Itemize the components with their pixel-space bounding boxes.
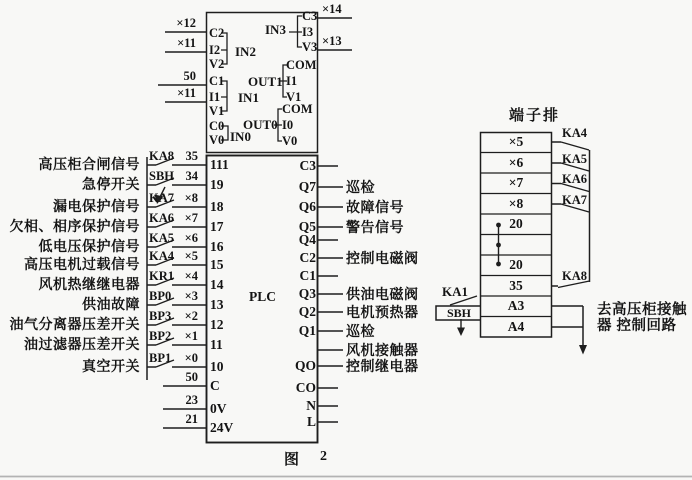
module-wire-tag: ×11 xyxy=(177,86,196,100)
power-wire-number: 21 xyxy=(185,412,198,426)
figure-caption-number: 2 xyxy=(320,449,327,464)
input-wire-number: ×1 xyxy=(184,329,198,343)
input-signal-label: 真空开关 xyxy=(82,358,140,374)
output-load-label: 供油电磁阀 xyxy=(346,286,419,302)
module-wire-tag: ×12 xyxy=(176,16,196,30)
input-wire-number: 35 xyxy=(185,149,198,163)
plc-output-pin: Q2 xyxy=(298,304,316,319)
input-signal-label: 欠相、相序保护信号 xyxy=(9,218,140,234)
group-label-out0: OUT0 xyxy=(243,117,278,132)
plc-input-pin: 19 xyxy=(210,177,224,192)
input-device-label: KA6 xyxy=(149,211,174,225)
terminal-block-title: 端子排 xyxy=(509,107,561,124)
input-wire-number: 34 xyxy=(185,169,198,183)
input-wire-number: ×7 xyxy=(184,211,198,225)
input-signal-label: 油过滤器压差开关 xyxy=(24,336,140,352)
input-device-label: KA5 xyxy=(149,231,174,245)
input-signal-label: 风机热继继电器 xyxy=(38,276,140,292)
input-signal-label: 漏电保护信号 xyxy=(53,198,140,214)
plc-label: PLC xyxy=(249,289,276,304)
plc-input-pin: 13 xyxy=(210,297,224,312)
input-wire-number: ×8 xyxy=(184,191,198,205)
module-pin-label: C0 xyxy=(209,119,225,133)
plc-power-pin: 0V xyxy=(210,401,227,416)
plc-input-pin: 15 xyxy=(210,257,224,272)
plc-output-pin: N xyxy=(306,398,316,413)
plc-output-pin: Q1 xyxy=(298,323,316,338)
input-device-label: BP1 xyxy=(149,351,172,365)
plc-power-pin: C xyxy=(210,378,220,393)
module-pin-label: C3 xyxy=(302,9,318,23)
plc-input-pin: 11 xyxy=(210,337,223,352)
module-wire-tag: ×11 xyxy=(177,36,196,50)
input-device-label: KA4 xyxy=(149,249,174,263)
power-wire-number: 50 xyxy=(185,370,198,384)
relay-contact-label: KA6 xyxy=(562,172,587,186)
group-label-in1: IN1 xyxy=(238,90,259,105)
module-wire-tag: ×14 xyxy=(322,2,342,16)
plc-output-pin: C1 xyxy=(299,268,316,283)
input-wire-number: ×5 xyxy=(184,249,198,263)
plc-input-pin: 10 xyxy=(210,359,224,374)
input-wire-number: ×6 xyxy=(184,231,198,245)
terminal-row-label: ×5 xyxy=(508,134,524,149)
plc-output-pin: C3 xyxy=(299,158,316,173)
module-wire-tag: ×13 xyxy=(322,34,342,48)
plc-output-pin: Q5 xyxy=(298,219,316,234)
control-circuit-note-line1: 去高压柜接触 xyxy=(597,302,687,318)
plc-output-pin: CO xyxy=(295,380,316,395)
plc-output-pin: QO xyxy=(294,358,316,373)
output-load-label: 警告信号 xyxy=(346,219,404,235)
input-signal-label: 供油故障 xyxy=(82,296,140,312)
terminal-row-label: 35 xyxy=(509,277,523,293)
module-pin-label: V0 xyxy=(209,133,225,147)
module-pin-label: C1 xyxy=(209,74,225,88)
plc-input-pin: 17 xyxy=(210,219,224,234)
plc-output-pin: Q3 xyxy=(298,286,316,301)
input-device-label: BP0 xyxy=(149,289,172,303)
relay-contact-label: KA5 xyxy=(562,152,587,166)
plc-input-pin: 111 xyxy=(210,157,229,172)
group-label-in3: IN3 xyxy=(265,22,286,37)
input-wire-number: ×0 xyxy=(184,351,198,365)
output-load-label: 控制电磁阀 xyxy=(346,250,419,266)
plc-output-pin: C2 xyxy=(299,250,316,265)
input-device-label: KA7 xyxy=(149,191,174,205)
output-load-label: 巡检 xyxy=(346,179,375,195)
ka1-relay-label: KA1 xyxy=(442,284,468,299)
relay-contact-label: KA8 xyxy=(562,269,587,283)
output-load-label: 巡检 xyxy=(346,323,375,339)
plc-input-pin: 16 xyxy=(210,239,224,254)
group-label-out1: OUT1 xyxy=(248,74,283,89)
input-signal-label: 急停开关 xyxy=(82,176,140,192)
input-wire-number: ×2 xyxy=(184,309,198,323)
module-pin-label: I1 xyxy=(286,74,298,88)
input-device-label: BP2 xyxy=(149,329,172,343)
input-device-label: SBH xyxy=(149,169,175,183)
plc-input-pin: 12 xyxy=(210,317,224,332)
terminal-row-label: 20 xyxy=(509,216,523,231)
input-wire-number: ×3 xyxy=(184,289,198,303)
input-signal-label: 油气分离器压差开关 xyxy=(9,316,140,332)
group-label-in2: IN2 xyxy=(235,44,256,59)
module-pin-label: V0 xyxy=(282,134,298,148)
module-pin-label: COM xyxy=(286,58,317,72)
module-wire-tag: 50 xyxy=(183,69,196,83)
plc-input-pin: 18 xyxy=(210,199,224,214)
group-label-in0: IN0 xyxy=(230,129,251,144)
module-pin-label: V1 xyxy=(209,104,225,118)
plc-output-pin: Q7 xyxy=(298,179,316,194)
output-load-label: 风机接触器 xyxy=(346,342,419,358)
terminal-row-label: ×6 xyxy=(508,154,524,170)
terminal-row-label: ×7 xyxy=(508,175,524,190)
input-wire-number: ×4 xyxy=(184,269,198,283)
control-circuit-note-line2: 器 控制回路 xyxy=(597,318,677,334)
plc-input-pin: 14 xyxy=(210,277,224,292)
module-pin-label: V2 xyxy=(209,57,225,71)
module-pin-label: I3 xyxy=(302,25,314,39)
terminal-row-label: A4 xyxy=(507,318,525,334)
input-device-label: KA8 xyxy=(149,149,174,163)
plc-output-pin: Q4 xyxy=(298,232,316,247)
power-wire-number: 23 xyxy=(185,393,198,407)
figure-caption: 图 xyxy=(284,451,300,468)
input-signal-label: 高压电机过载信号 xyxy=(24,256,140,272)
plc-output-pin: Q6 xyxy=(298,199,316,214)
input-device-label: BP3 xyxy=(149,309,172,323)
sbh-button-label: SBH xyxy=(447,306,472,320)
module-pin-label: C2 xyxy=(209,26,225,40)
terminal-row-label: A3 xyxy=(507,298,525,313)
input-signal-label: 低电压保护信号 xyxy=(38,238,140,254)
module-pin-label: I1 xyxy=(209,90,221,104)
output-load-label: 电机预热器 xyxy=(346,304,419,320)
output-load-label: 故障信号 xyxy=(346,199,404,215)
relay-contact-label: KA4 xyxy=(562,126,587,140)
relay-contact-label: KA7 xyxy=(562,193,587,207)
plc-output-pin: L xyxy=(306,414,316,429)
terminal-row-label: 20 xyxy=(509,257,523,272)
input-signal-label: 高压柜合闸信号 xyxy=(38,156,140,172)
module-pin-label: I2 xyxy=(209,43,221,57)
module-pin-label: V3 xyxy=(302,40,318,54)
module-pin-label: I0 xyxy=(282,118,294,132)
plc-power-pin: 24V xyxy=(210,420,234,435)
output-load-label: 控制继电器 xyxy=(346,358,419,374)
module-pin-label: COM xyxy=(282,102,313,116)
module-pin-label: V1 xyxy=(286,90,302,104)
terminal-row-label: ×8 xyxy=(508,195,524,211)
input-device-label: KR1 xyxy=(149,269,174,283)
